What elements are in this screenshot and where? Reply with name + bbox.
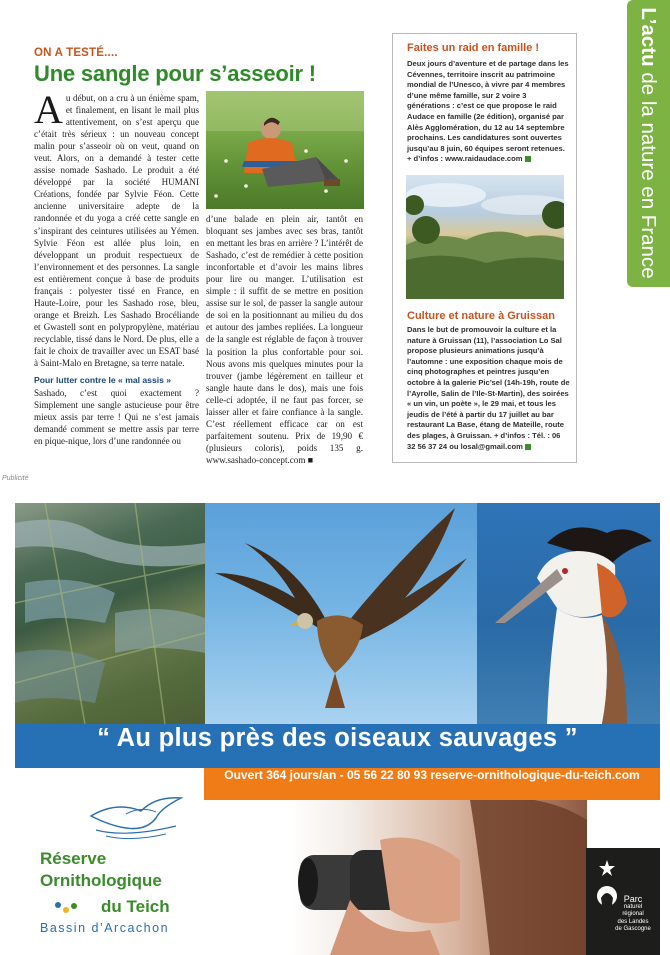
ad-slogan: “ Au plus près des oiseaux sauvages ”	[97, 724, 578, 752]
parc-line-4: des Landes	[617, 918, 649, 925]
sidebar-heading-gruissan: Culture et nature à Gruissan	[407, 310, 555, 322]
photo-cevennes-landscape	[406, 175, 564, 299]
section-tab-label	[636, 7, 660, 278]
parc-line-2: naturel	[623, 904, 643, 910]
bird-logo-icon	[86, 786, 186, 846]
sidebar-heading-raid: Faites un raid en famille !	[407, 42, 540, 54]
sidebar-text-gruissan-body: Dans le but de promouvoir la culture et la nature à Gruissan (11), l’association Lo Sal propose plusieurs animations jusqu’à l’automne : une exposition chaque mois de cinq photographes et peintres jusqu’en octobre à la galerie Pic’sel (14h-19h, route de l’Ayrolle, Salin de l’Ile-St-Martin), des soirées « un vin, un poète », le 29 mai, et tous les jeudis de l’été à partir du 17 juillet au bar restaurant La Base, étang de Mateille, route des plages, à Gruissan. + d’infos : Tél. : 06 32 56 37 24 ou losal@gmail.com	[407, 325, 570, 451]
ad-contact-info: Ouvert 364 jours/an - 05 56 22 80 93 reserve-ornithologique-du-teich.com	[224, 768, 640, 782]
parc-line-1: Parc	[623, 894, 643, 904]
article-paragraph: Sashado, c’est quoi exactement ? Simplement une sangle astucieuse pour être mieux assis par terre ! Qui ne s’est jamais demandé comment se mettre assis par terre en pique-nique, lors d’une randonnée ou	[34, 388, 199, 447]
section-tab-bold: L’actu	[637, 7, 660, 67]
org-name-line-1: Réserve	[40, 849, 107, 868]
parc-naturel-logo	[586, 848, 660, 955]
org-name-line-2: Ornithologique	[40, 871, 162, 890]
org-name-line-3: du Teich	[101, 897, 170, 916]
photo-man-sitting-with-strap	[206, 91, 364, 209]
ad-info-bar	[204, 768, 660, 800]
photo-great-crested-grebe	[477, 503, 660, 724]
ad-slogan-bar	[15, 724, 660, 768]
sidebar-text-gruissan	[407, 325, 570, 452]
section-tab-rest: de la nature en France	[637, 72, 660, 279]
end-square-icon	[525, 156, 531, 162]
article-column-2: d’une balade en plein air, tantôt en bloquant ses jambes avec ses bras, tantôt en mettant les bras en arrière ? L’intérêt de Sashado, c’est de remédier à cette position inconfortable et d’avoir les mains libres pour lire ou manger. L’utilisation est simple : il suffit de se mettre en position assise sur le sol, de passer la sangle autour de soi en la positionnant au milieu du dos et autour des jambes repliées. La longueur de la sangle est réglable de façon à trouver la position la plus confortable pour soi. Nous avons mis quelques minutes pour la trouver (jambe légèrement en tailleur et sangle haute dans le dos), mais une fois celle-ci adoptée, il ne faut pas forcer, se laisser aller et faire confiance à la sangle. C’est réellement efficace car on est parfaitement soutenu. Prix de 19,90 € (plusieurs coloris), poids 135 g. www.sashado-concept.com ■	[206, 214, 363, 465]
aerial-illustration	[15, 503, 205, 724]
article-kicker: ON A TESTÉ....	[34, 47, 118, 59]
photo-person-with-binoculars	[290, 800, 587, 955]
colored-dots-icon	[52, 900, 88, 916]
article-paragraph: u début, on a cru à un énième spam, et finalement, en lisant le mail plus attentivement, on s’est aperçu que c’était très sérieux : un nouveau concept malin pour s’asseoir où on veut, quand on veut. Alors, on a demandé à tester cette assise nomade Sashado. Le produit a été développé par la société HUMANI Créations, fondée par Sylvie Féon. Cette ancienne universitaire adepte de la randonnée et du yoga a créé cette sangle en s’inspirant des ceintures utilisées au Yémen. Sylvie Féon est allée plus loin, en développant un produit respectueux de l’environnement et des personnes. La sangle est entièrement conçue à base de produits français : polyester tissé en France, en Haute-Loire, pour les Sashado rose, bleu, orange et Breizh. Les Sashado Brocéliande et Gwastell sont en polypropylène, matériau recyclable, tissé dans le Nord. De plus, elle a fait le choix de travailler avec un ESAT basé à Saint-Malo en Bretagne, sa terre natale.	[34, 93, 199, 369]
article-subhead: Pour lutter contre le « mal assis »	[34, 375, 172, 386]
photo-illustration	[206, 91, 364, 209]
parc-line-5: de Gascogne	[615, 926, 651, 933]
article-headline: Une sangle pour s’asseoir !	[34, 61, 316, 86]
ad-photo-banner	[15, 503, 660, 724]
kite-illustration	[205, 503, 477, 724]
binoculars-illustration	[290, 800, 587, 955]
article-column-1	[34, 87, 199, 447]
landscape-illustration	[406, 175, 564, 299]
org-location: Bassin d’Arcachon	[40, 921, 170, 935]
parc-text	[608, 894, 658, 934]
grebe-illustration	[477, 503, 660, 724]
sidebar-text-raid	[407, 59, 570, 165]
parc-line-3: régional	[622, 911, 644, 918]
news-sidebar	[392, 33, 577, 463]
drop-cap: A	[34, 87, 63, 132]
end-square-icon	[525, 444, 531, 450]
photo-kite-in-flight	[205, 503, 477, 724]
photo-aerial-marsh	[15, 503, 205, 724]
advertisement-label: Publicité	[2, 475, 29, 482]
sidebar-text-raid-body: Deux jours d’aventure et de partage dans les Cévennes, territoire inscrit au patrimoine mondial de l’Unesco, à vivre par 4 membres d’une même famille, sur 2 voire 3 générations : c’est ce que propose le raid Audace en famille (2e édition), organisé par Alès Agglomération, du 12 au 14 septembre prochains. Les candidatures sont ouvertes jusqu’au 8 juin, 60 équipes seront retenues. + d’infos : www.raidaudace.com	[407, 59, 569, 164]
